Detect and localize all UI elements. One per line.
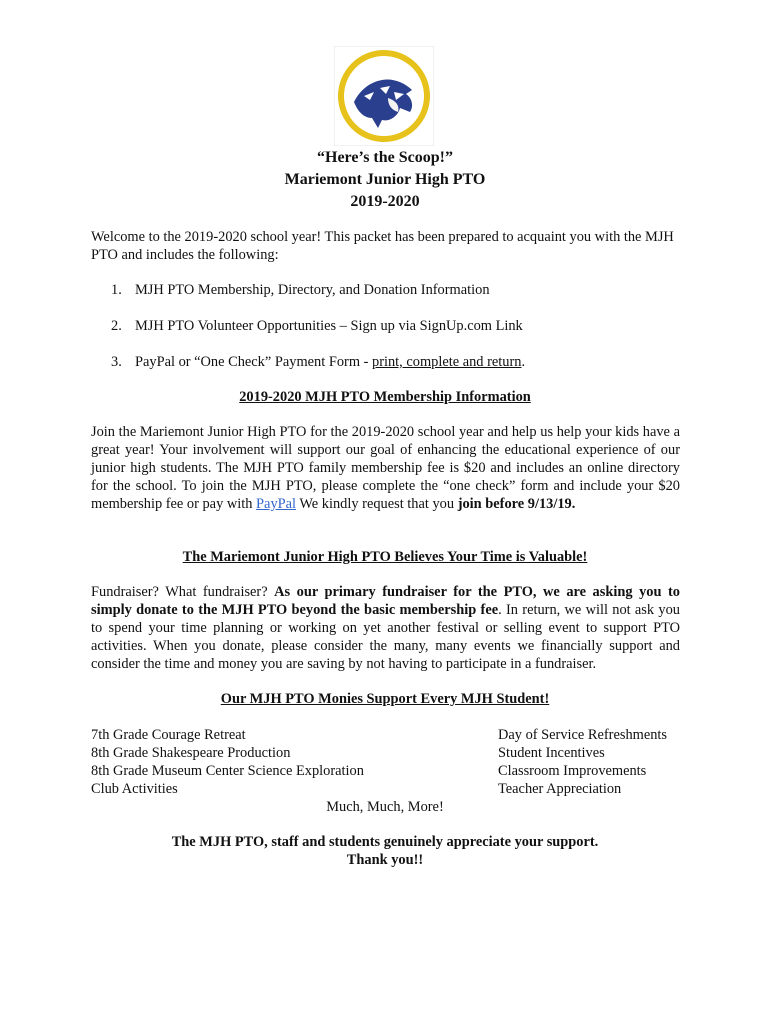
support-right-column — [498, 726, 680, 798]
list-text: MJH PTO Membership, Directory, and Donation Information — [135, 282, 490, 298]
print-complete-return: print, complete and return — [372, 354, 522, 370]
support-item: 7th Grade Courage Retreat — [91, 727, 246, 743]
support-left-column — [91, 726, 364, 798]
list-text: PayPal or “One Check” Payment Form - print, complete and return. — [135, 354, 526, 370]
join-deadline: join before 9/13/19. — [457, 496, 576, 512]
contents-list — [111, 281, 671, 389]
support-item: Day of Service Refreshments — [498, 727, 668, 743]
support-item: 8th Grade Shakespeare Production — [91, 745, 291, 761]
time-heading: The Mariemont Junior High PTO Believes Your Time is Valuable! — [182, 549, 588, 565]
title-line-year: 2019-2020 — [350, 193, 420, 210]
membership-heading: 2019-2020 MJH PTO Membership Information — [239, 389, 531, 405]
document-title — [0, 147, 770, 213]
list-item — [111, 353, 671, 389]
support-item: Classroom Improvements — [498, 763, 647, 779]
list-item — [111, 281, 671, 317]
support-item: Teacher Appreciation — [498, 781, 622, 797]
support-item: Student Incentives — [498, 745, 605, 761]
support-heading: Our MJH PTO Monies Support Every MJH Student! — [220, 691, 550, 707]
support-columns — [91, 726, 680, 798]
mariemont-warrior-logo-icon — [334, 46, 434, 146]
title-line-organization: Mariemont Junior High PTO — [284, 171, 486, 188]
fundraiser-paragraph: Fundraiser? What fundraiser? As our primary fundraiser for the PTO, we are asking you to simply donate to the MJH PTO beyond the basic membership fee. In return, we will not ask you to spend your time planning or working on yet another festival or selling event to support PTO activities. When you donate, please consider the many, many events we financially support and consider the time and money you are saving by not having to participate in a fundraiser. — [91, 584, 680, 672]
list-number: 3. — [111, 354, 122, 370]
list-item — [111, 317, 671, 353]
list-number: 1. — [111, 282, 122, 298]
closing-line-appreciation: The MJH PTO, staff and students genuinely appreciate your support. — [171, 834, 599, 850]
title-line-scoop: “Here’s the Scoop!” — [317, 149, 453, 166]
closing-message — [0, 833, 770, 869]
list-text: MJH PTO Volunteer Opportunities – Sign up via SignUp.com Link — [135, 318, 523, 334]
membership-paragraph: Join the Mariemont Junior High PTO for the 2019-2020 school year and help us help your kids have a great year! Your involvement will support our goal of enhancing the educational experience of our junior high students. The MJH PTO family membership fee is $20 and includes an online directory for the school. To join the MJH PTO, please complete the “one check” form and include your $20 membership fee or pay with PayPal We kindly request that you join before 9/13/19. — [91, 424, 680, 512]
support-item: Club Activities — [91, 781, 178, 797]
list-number: 2. — [111, 318, 122, 334]
intro-paragraph: Welcome to the 2019-2020 school year! This packet has been prepared to acquaint you with the MJH PTO and includes the following: — [91, 229, 674, 263]
closing-line-thanks: Thank you!! — [346, 852, 424, 868]
much-more-text: Much, Much, More! — [326, 799, 444, 815]
support-item: 8th Grade Museum Center Science Exploration — [91, 763, 364, 779]
donation-request: As our primary fundraiser for the PTO, we are asking you to simply donate to the MJH PTO beyond the basic membership fee — [91, 584, 680, 618]
paypal-link[interactable]: PayPal — [256, 496, 297, 512]
